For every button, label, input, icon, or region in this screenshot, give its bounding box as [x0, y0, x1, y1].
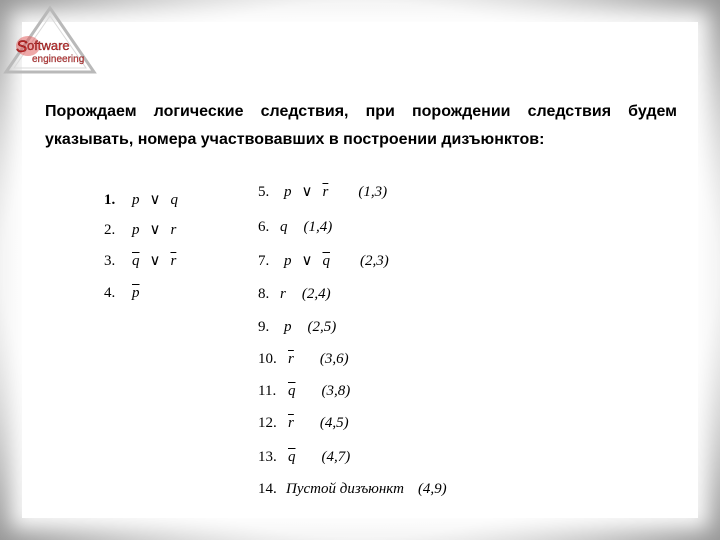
clause-10: 10. $\overline{r}$ (3,6) — [258, 351, 349, 367]
clause-2: 2. p ∨ r — [104, 222, 177, 238]
clause-13: 13. $\overline{q}$ (4,7) — [258, 449, 351, 465]
clause-8: 8. r (2,4) — [258, 286, 331, 302]
clause-9: 9. p (2,5) — [258, 319, 337, 335]
clause-12: 12. $\overline{r}$ (4,5) — [258, 415, 349, 431]
clause-5: 5. p ∨ $\overline{r}$ (1,3) — [258, 184, 388, 200]
intro-paragraph: Порождаем логические следствия, при порождении следствия будем указывать, номера участвовавших в построении дизъюнктов: — [45, 103, 677, 148]
clause-6: 6. q (1,4) — [258, 219, 333, 235]
clause-11: 11. $\overline{q}$ (3,8) — [258, 383, 351, 399]
svg-text:engineering: engineering — [32, 54, 85, 65]
svg-text:oftware: oftware — [27, 38, 70, 53]
slide — [22, 22, 698, 518]
svg-text:S: S — [16, 37, 28, 56]
clause-7: 7. p ∨ $\overline{q}$ (2,3) — [258, 253, 389, 269]
clause-14: 14. Пустой дизъюнкт (4,9) — [258, 481, 447, 497]
clause-1: 1. p ∨ q — [104, 192, 178, 208]
software-engineering-logo — [2, 2, 114, 76]
clause-4: 4. $\overline{p}$ — [104, 285, 140, 301]
clause-3: 3. $\overline{q}$ ∨ $\overline{r}$ — [104, 253, 177, 269]
